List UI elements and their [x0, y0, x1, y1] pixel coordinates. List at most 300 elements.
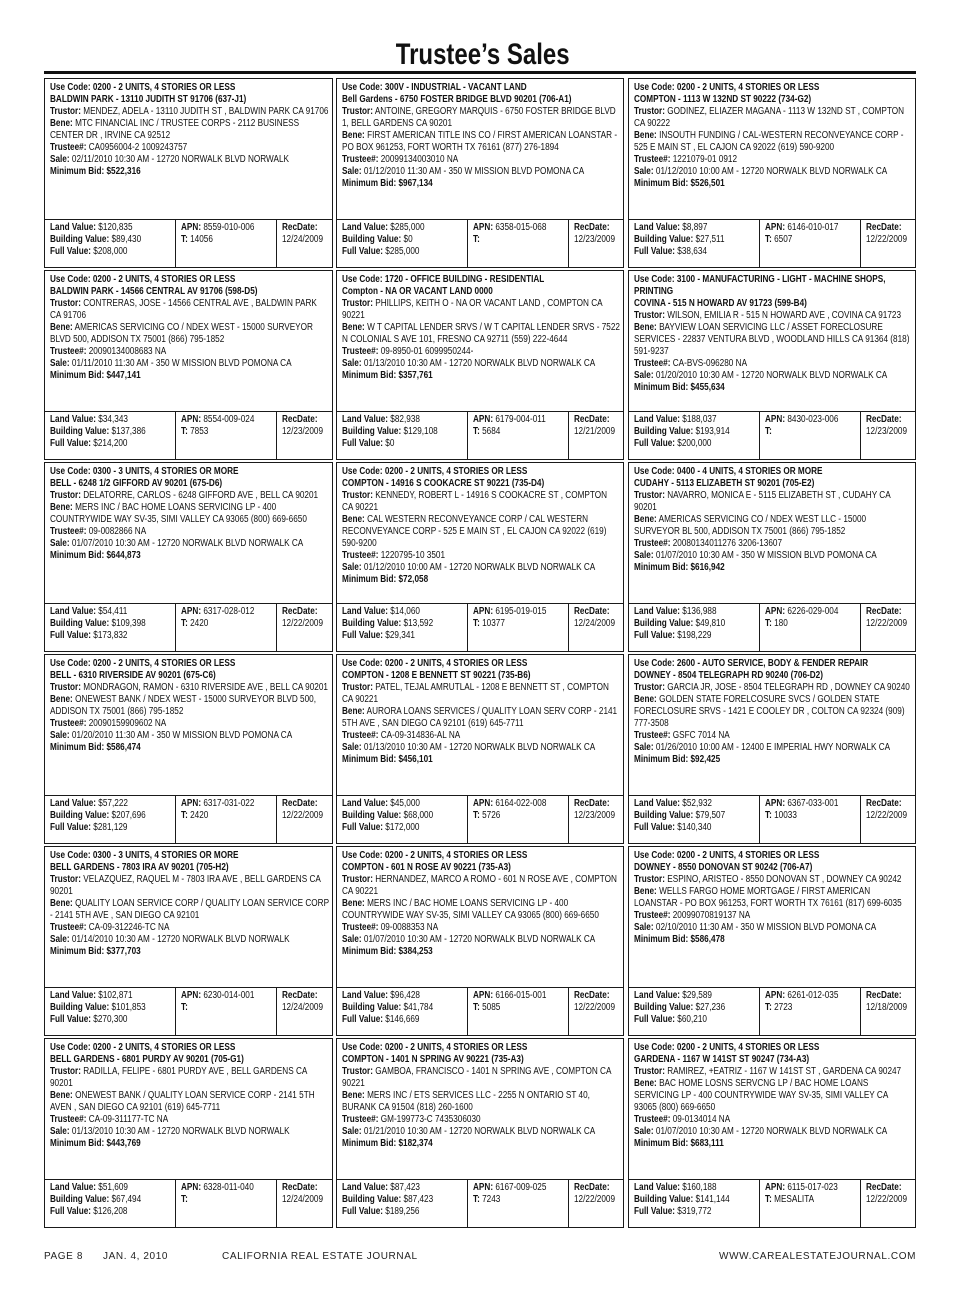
values-cell [629, 220, 759, 267]
sale-label: Sale: [634, 1126, 654, 1137]
building-value-amount: $68,000 [403, 810, 434, 821]
trustee-number-value: 20080134011276 3206-13607 [672, 538, 783, 549]
land-value-label: Land Value: [342, 798, 389, 809]
trustee-number-label: Trustee#: [342, 154, 379, 165]
rec-date-cell [276, 1180, 332, 1227]
apn-value: 6146-010-017 [787, 222, 839, 233]
use-code-value: 300V - INDUSTRIAL - VACANT LAND [384, 82, 527, 93]
parcel-cell [467, 412, 568, 459]
valuation-strip [629, 411, 915, 459]
building-value-amount: $87,423 [403, 1194, 434, 1205]
land-value [634, 990, 757, 1002]
trustee-number [342, 346, 620, 358]
apn-label: APN: [473, 606, 494, 617]
apn [181, 606, 274, 618]
land-value [634, 1182, 757, 1194]
rec-date-label: RecDate: [866, 1182, 902, 1193]
valuation-strip [45, 411, 332, 459]
building-value-amount: $27,236 [695, 1002, 726, 1013]
parcel-cell [175, 1180, 276, 1227]
beneficiary [50, 118, 329, 142]
land-value [50, 990, 173, 1002]
building-value-label: Building Value: [50, 1194, 110, 1205]
use-code-value: 0200 - 2 UNITS, 4 STORIES OR LESS [676, 82, 820, 93]
minimum-bid-label: Minimum Bid: [342, 946, 397, 957]
land-value [342, 990, 465, 1002]
sale-label: Sale: [342, 562, 362, 573]
land-value-label: Land Value: [342, 414, 389, 425]
t-number [765, 618, 858, 630]
values-cell [629, 796, 759, 843]
listing-details [45, 79, 332, 219]
beneficiary-value: AMERICAS SERVICING CO / NDEX WEST - 15000 SURVEYOR BLVD 500, ADDISON TX 75001 (866) 795-1852 [50, 322, 313, 345]
trustor-label: Trustor: [50, 874, 81, 885]
sale-info [50, 538, 329, 550]
building-value-amount: $27,511 [695, 234, 725, 245]
land-value [50, 222, 173, 234]
minimum-bid [50, 550, 329, 562]
sale-value: 01/26/2010 10:00 AM - 12400 E IMPERIAL HWY NORWALK CA [655, 742, 891, 753]
use-code [50, 466, 329, 478]
apn [473, 990, 566, 1002]
full-value-amount: $319,772 [677, 1206, 712, 1217]
full-value [634, 438, 757, 450]
apn-label: APN: [181, 1182, 202, 1193]
trustee-number [50, 922, 329, 934]
trustor-label: Trustor: [342, 1066, 373, 1077]
t-number [473, 810, 566, 822]
minimum-bid-label: Minimum Bid: [50, 742, 105, 753]
trustor-label: Trustor: [50, 106, 81, 117]
beneficiary [50, 898, 329, 922]
apn-value: 6358-015-068 [495, 222, 547, 233]
footer-website: WWW.CAREALESTATEJOURNAL.COM [719, 1251, 916, 1262]
land-value-amount: $285,000 [390, 222, 425, 233]
land-value-amount: $45,000 [390, 798, 420, 809]
beneficiary-label: Bene: [342, 898, 365, 909]
building-value-label: Building Value: [342, 1194, 402, 1205]
land-value-label: Land Value: [50, 414, 97, 425]
beneficiary-value: ONEWEST BANK / NDEX WEST - 15000 SURVEYOR BLVD 500, ADDISON TX 75001 (866) 795-1852 [50, 694, 317, 717]
beneficiary [50, 1090, 329, 1114]
t-value: 7853 [190, 426, 209, 437]
listing-card [44, 1038, 333, 1228]
use-code-label: Use Code: [342, 850, 383, 861]
use-code [342, 658, 620, 670]
apn-label: APN: [473, 798, 494, 809]
beneficiary [634, 694, 912, 730]
use-code-label: Use Code: [634, 274, 675, 285]
parcel-cell [175, 220, 276, 267]
trustee-number-label: Trustee#: [50, 526, 87, 537]
land-value [342, 798, 465, 810]
land-value-amount: $51,609 [98, 1182, 128, 1193]
t-value: 2420 [190, 618, 209, 629]
apn-value: 6230-014-001 [203, 990, 255, 1001]
beneficiary-label: Bene: [50, 694, 73, 705]
use-code [634, 466, 912, 478]
rec-date-value: 12/22/2009 [574, 1194, 616, 1205]
full-value [634, 1206, 757, 1218]
full-value-amount: $189,256 [385, 1206, 420, 1217]
rec-date-value: 12/22/2009 [866, 1194, 908, 1205]
building-value [50, 234, 173, 246]
apn-value: 6328-011-040 [203, 1182, 254, 1193]
sale-info [634, 922, 912, 934]
t-number [473, 1002, 566, 1014]
building-value-amount: $67,494 [111, 1194, 142, 1205]
minimum-bid-value: $616,942 [690, 562, 725, 573]
sale-value: 02/10/2010 11:30 AM - 350 W MISSION BLVD POMONA CA [655, 922, 877, 933]
full-value-label: Full Value: [50, 438, 92, 449]
rec-date-label: RecDate: [574, 222, 610, 233]
trustee-number [50, 1114, 329, 1126]
trustor [634, 682, 912, 694]
apn-value: 8559-010-006 [203, 222, 255, 233]
use-code-label: Use Code: [634, 850, 675, 861]
trustor-label: Trustor: [50, 490, 81, 501]
trustee-number-value: 20090134008683 NA [88, 346, 167, 357]
listing-details [45, 1039, 332, 1179]
property-location: BELL - 6248 1/2 GIFFORD AV 90201 (675-D6) [50, 478, 223, 489]
minimum-bid-label: Minimum Bid: [342, 574, 397, 585]
trustor [634, 310, 912, 322]
land-value [342, 414, 465, 426]
land-value-label: Land Value: [634, 990, 681, 1001]
rec-date-label: RecDate: [574, 414, 610, 425]
land-value-label: Land Value: [342, 606, 389, 617]
valuation-strip [337, 1179, 623, 1227]
trustee-number [342, 922, 620, 934]
minimum-bid-label: Minimum Bid: [342, 178, 397, 189]
minimum-bid-label: Minimum Bid: [50, 166, 105, 177]
apn-value: 6195-019-015 [495, 606, 547, 617]
t-value: 10033 [774, 810, 797, 821]
listing-details [337, 655, 623, 795]
beneficiary [342, 514, 620, 550]
beneficiary-value: GOLDEN STATE FORELCOSURE SVCS / GOLDEN STATE FORECLOSURE SRVS - 1421 E COOLEY DR , COLTON CA 92324 (909) 777-3508 [634, 694, 905, 729]
trustor [634, 490, 912, 514]
use-code-value: 0200 - 2 UNITS, 4 STORIES OR LESS [92, 82, 236, 93]
sale-value: 01/11/2010 11:30 AM - 350 W MISSION BLVD POMONA CA [71, 358, 292, 369]
values-cell [629, 1180, 759, 1227]
trustee-number-label: Trustee#: [342, 922, 379, 933]
listing-details [629, 1039, 915, 1179]
beneficiary [634, 1078, 912, 1114]
use-code-value: 0200 - 2 UNITS, 4 STORIES OR LESS [676, 850, 820, 861]
full-value-amount: $270,300 [93, 1014, 128, 1025]
trustor-label: Trustor: [342, 298, 373, 309]
land-value [634, 798, 757, 810]
apn-label: APN: [473, 990, 494, 1001]
sale-label: Sale: [50, 1126, 70, 1137]
sale-info [50, 154, 329, 166]
rec-date-value: 12/23/2009 [574, 810, 616, 821]
building-value-label: Building Value: [50, 1002, 110, 1013]
property-location: COMPTON - 1113 W 132ND ST 90222 (734-G2) [634, 94, 812, 105]
sale-info [342, 934, 620, 946]
rec-date-value: 12/22/2009 [282, 618, 324, 629]
full-value [50, 1206, 173, 1218]
trustee-number [634, 1114, 912, 1126]
minimum-bid-value: $644,873 [106, 550, 141, 561]
parcel-cell [175, 988, 276, 1035]
minimum-bid [634, 934, 912, 946]
full-value-amount: $0 [385, 438, 395, 449]
building-value-amount: $193,914 [695, 426, 730, 437]
land-value-amount: $188,037 [682, 414, 717, 425]
sale-value: 01/07/2010 10:30 AM - 350 W MISSION BLVD POMONA CA [655, 550, 877, 561]
building-value-amount: $207,696 [111, 810, 146, 821]
rec-date-value: 12/23/2009 [866, 426, 908, 437]
trustor-label: Trustor: [634, 106, 665, 117]
parcel-cell [759, 604, 860, 651]
full-value-label: Full Value: [634, 438, 676, 449]
minimum-bid-value: $443,769 [106, 1138, 141, 1149]
use-code-label: Use Code: [634, 466, 675, 477]
building-value-label: Building Value: [634, 1194, 694, 1205]
apn-label: APN: [765, 1182, 786, 1193]
trustee-number-label: Trustee#: [634, 910, 671, 921]
use-code [342, 82, 620, 94]
full-value-amount: $214,200 [93, 438, 128, 449]
land-value [342, 606, 465, 618]
beneficiary-value: QUALITY LOAN SERVICE CORP / QUALITY LOAN SERVICE CORP - 2141 5TH AVE , SAN DIEGO CA 92101 [50, 898, 329, 921]
t-label: T: [473, 426, 480, 437]
sale-info [634, 550, 912, 562]
sale-info [50, 1126, 329, 1138]
parcel-cell [175, 796, 276, 843]
sale-label: Sale: [50, 538, 70, 549]
full-value [634, 822, 757, 834]
property-location: COVINA - 515 N HOWARD AV 91723 (599-B4) [634, 298, 807, 309]
listing-card [336, 1038, 624, 1228]
trustee-number [50, 142, 329, 154]
rec-date-value: 12/22/2009 [866, 234, 908, 245]
sale-label: Sale: [342, 742, 362, 753]
full-value-label: Full Value: [342, 1206, 384, 1217]
values-cell [45, 988, 175, 1035]
t-number [765, 1194, 858, 1206]
building-value [50, 618, 173, 630]
listing-card [336, 78, 624, 268]
minimum-bid-value: $522,316 [106, 166, 141, 177]
land-value-label: Land Value: [634, 798, 681, 809]
sale-info [342, 358, 620, 370]
t-number [765, 1002, 858, 1014]
trustee-number [50, 346, 329, 358]
full-value-label: Full Value: [342, 1014, 384, 1025]
use-code-value: 0300 - 3 UNITS, 4 STORIES OR MORE [92, 850, 239, 861]
building-value [634, 1002, 757, 1014]
minimum-bid [50, 1138, 329, 1150]
minimum-bid-label: Minimum Bid: [50, 946, 105, 957]
building-value-amount: $101,853 [111, 1002, 146, 1013]
minimum-bid-label: Minimum Bid: [342, 754, 397, 765]
rec-date-value: 12/24/2009 [282, 234, 324, 245]
use-code-label: Use Code: [634, 82, 675, 93]
land-value-amount: $96,428 [390, 990, 420, 1001]
trustor-value: VELAZQUEZ, RAQUEL M - 7803 IRA AVE , BELL GARDENS CA 90201 [50, 874, 321, 897]
valuation-strip [629, 219, 915, 267]
trustor-value: ESPINO, ARISTEO - 8550 DONOVAN ST , DOWNEY CA 90242 [667, 874, 902, 885]
trustee-number-label: Trustee#: [634, 1114, 671, 1125]
building-value [634, 810, 757, 822]
building-value [50, 426, 173, 438]
property-location: BELL GARDENS - 7803 IRA AV 90201 (705-H2) [50, 862, 229, 873]
values-cell [337, 796, 467, 843]
sale-label: Sale: [342, 934, 362, 945]
apn [181, 798, 274, 810]
land-value-label: Land Value: [342, 222, 389, 233]
sale-info [634, 1126, 912, 1138]
t-label: T: [473, 234, 480, 245]
sale-label: Sale: [50, 154, 70, 165]
listings-column-1 [44, 78, 333, 1230]
beneficiary [634, 130, 912, 154]
full-value [50, 630, 173, 642]
minimum-bid [50, 370, 329, 382]
t-label: T: [181, 234, 188, 245]
trustor [50, 682, 329, 694]
apn-value: 6261-012-035 [787, 990, 839, 1001]
trustee-number-value: GM-199773-C 7435306030 [380, 1114, 481, 1125]
rec-date-label: RecDate: [574, 1182, 610, 1193]
rec-date-cell [568, 220, 623, 267]
trustee-number-value: 09-0082866 NA [88, 526, 147, 537]
trustee-number-value: 09-8950-01 6099950244- [380, 346, 474, 357]
full-value-label: Full Value: [342, 246, 384, 257]
parcel-cell [175, 412, 276, 459]
building-value [342, 1194, 465, 1206]
rec-date-label: RecDate: [866, 990, 902, 1001]
beneficiary-label: Bene: [634, 130, 657, 141]
full-value [634, 630, 757, 642]
trustee-number [634, 538, 912, 550]
apn-label: APN: [181, 606, 202, 617]
full-value-amount: $198,229 [677, 630, 712, 641]
building-value-amount: $41,784 [403, 1002, 434, 1013]
parcel-cell [759, 220, 860, 267]
t-value: 5684 [482, 426, 501, 437]
trustee-number [634, 358, 912, 370]
trustor [50, 1066, 329, 1090]
beneficiary-label: Bene: [342, 514, 365, 525]
valuation-strip [629, 1179, 915, 1227]
minimum-bid-value: $456,101 [398, 754, 433, 765]
land-value-amount: $34,343 [98, 414, 128, 425]
listing-details [45, 655, 332, 795]
minimum-bid-value: $182,374 [398, 1138, 433, 1149]
rec-date-label: RecDate: [282, 606, 318, 617]
rec-date-cell [568, 412, 623, 459]
building-value-label: Building Value: [342, 618, 402, 629]
t-value: 5085 [482, 1002, 501, 1013]
rec-date-value: 12/22/2009 [282, 810, 324, 821]
sale-value: 01/13/2010 10:30 AM - 12720 NORWALK BLVD NORWALK CA [363, 742, 596, 753]
land-value-amount: $52,932 [682, 798, 712, 809]
trustor [342, 106, 620, 130]
t-label: T: [765, 1002, 772, 1013]
property-location: BALDWIN PARK - 14566 CENTRAL AV 91706 (598-D5) [50, 286, 258, 297]
building-value-label: Building Value: [50, 234, 110, 245]
full-value [634, 1014, 757, 1026]
listing-card [628, 846, 916, 1036]
minimum-bid [342, 370, 620, 382]
rec-date-label: RecDate: [282, 798, 318, 809]
parcel-cell [467, 988, 568, 1035]
full-value-label: Full Value: [50, 822, 92, 833]
use-code [342, 466, 620, 478]
t-value: 180 [774, 618, 788, 629]
footer-journal-name: CALIFORNIA REAL ESTATE JOURNAL [222, 1251, 418, 1262]
t-value: 2420 [190, 810, 209, 821]
minimum-bid-value: $586,478 [690, 934, 725, 945]
sale-info [342, 742, 620, 754]
building-value [50, 1002, 173, 1014]
trustor-value: ANTOINE, GREGORY MARQUIS - 6750 FOSTER BRIDGE BLVD 1, BELL GARDENS CA 90201 [342, 106, 616, 129]
t-label: T: [181, 426, 188, 437]
apn-label: APN: [765, 222, 786, 233]
beneficiary-value: W T CAPITAL LENDER SRVS / W T CAPITAL LENDER SRVS - 7522 N COLONIAL S AVE 101, FRESNO CA 92711 (559) 222-4644 [342, 322, 620, 345]
t-value: 2723 [774, 1002, 793, 1013]
sale-info [342, 562, 620, 574]
beneficiary [634, 514, 912, 538]
apn-label: APN: [765, 990, 786, 1001]
rec-date-cell [276, 604, 332, 651]
beneficiary-value: MERS INC / ETS SERVICES LLC - 2255 N ONTARIO ST 40, BURANK CA 91504 (818) 260-1600 [342, 1090, 590, 1113]
building-value-label: Building Value: [50, 810, 110, 821]
rec-date-value: 12/22/2009 [866, 810, 908, 821]
trustor-label: Trustor: [50, 682, 81, 693]
rec-date-cell [860, 988, 915, 1035]
listing-card [44, 654, 333, 844]
footer-date: JAN. 4, 2010 [103, 1251, 169, 1262]
rec-date-cell [568, 1180, 623, 1227]
beneficiary [50, 322, 329, 346]
listing-card [628, 654, 916, 844]
full-value-amount: $172,000 [385, 822, 420, 833]
land-value-label: Land Value: [634, 414, 681, 425]
sale-value: 01/07/2010 10:30 AM - 12720 NORWALK BLVD NORWALK CA [363, 934, 596, 945]
beneficiary-label: Bene: [342, 706, 365, 717]
use-code-label: Use Code: [50, 658, 91, 669]
trustee-number-label: Trustee#: [342, 346, 379, 357]
trustor [342, 1066, 620, 1090]
building-value-label: Building Value: [634, 810, 694, 821]
trustee-number-label: Trustee#: [634, 154, 671, 165]
apn-value: 6115-017-023 [787, 1182, 838, 1193]
minimum-bid-label: Minimum Bid: [50, 370, 105, 381]
land-value [50, 1182, 173, 1194]
building-value-amount: $49,810 [695, 618, 726, 629]
listings-column-2 [336, 78, 624, 1230]
building-value-label: Building Value: [634, 234, 694, 245]
apn-label: APN: [473, 414, 494, 425]
sale-label: Sale: [50, 730, 70, 741]
full-value-amount: $200,000 [677, 438, 712, 449]
building-value-label: Building Value: [342, 426, 402, 437]
apn [473, 414, 566, 426]
full-value-amount: $285,000 [385, 246, 420, 257]
parcel-cell [759, 1180, 860, 1227]
minimum-bid-value: $92,425 [690, 754, 721, 765]
land-value-label: Land Value: [50, 606, 97, 617]
apn [473, 798, 566, 810]
land-value-label: Land Value: [50, 798, 97, 809]
listing-details [629, 655, 915, 795]
beneficiary-label: Bene: [634, 1078, 657, 1089]
